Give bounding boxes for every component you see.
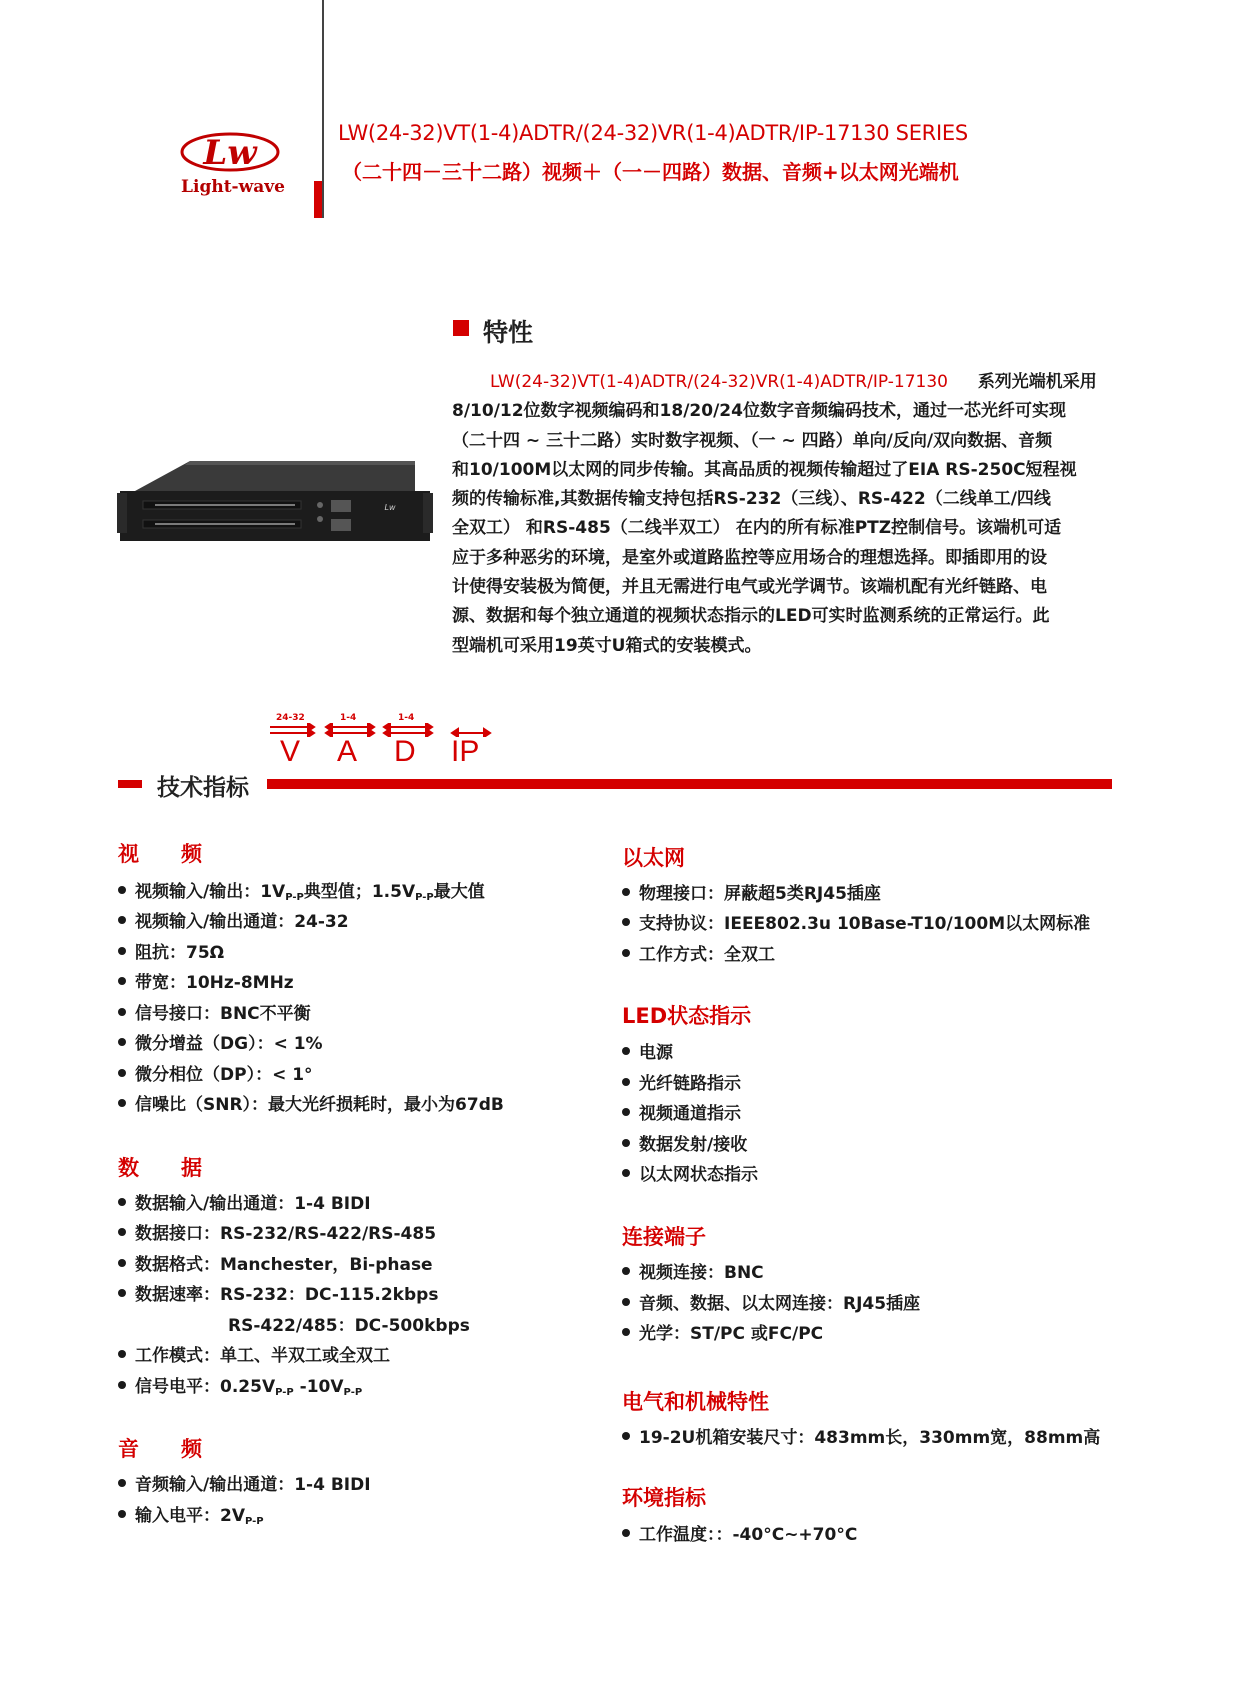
connectors-item-3: 光学：ST/PC 或FC/PC xyxy=(622,1319,823,1344)
features-model: LW(24-32)VT(1-4)ADTR/(24-32)VR(1-4)ADTR/IP-17130 xyxy=(490,372,948,392)
video-item-5: 信号接口：BNC不平衡 xyxy=(118,999,311,1024)
features-line-6: 应于多种恶劣的环境，是室外或道路监控等应用场合的理想选择。即插即用的设 xyxy=(452,547,1047,568)
audio-item-2: 输入电平：$2V_{P-P}$ xyxy=(118,1501,264,1527)
led-item-4: 数据发射/接收 xyxy=(622,1130,747,1155)
features-title: 特性 xyxy=(483,318,534,347)
data-item-3: 数据格式：Manchester，Bi-phase xyxy=(118,1250,433,1275)
video-item-2: 视频输入/输出通道：24-32 xyxy=(118,907,349,932)
series-title-cn: （二十四－三十二路）视频＋（一－四路）数据、音频+以太网光端机 xyxy=(342,160,959,184)
connectors-item-1: 视频连接：BNC xyxy=(622,1258,764,1283)
features-paragraph xyxy=(452,368,1112,661)
led-item-2: 光纤链路指示 xyxy=(622,1069,741,1094)
features-square-bullet xyxy=(453,320,469,336)
led-item-5: 以太网状态指示 xyxy=(622,1160,758,1185)
features-line-1: 8/10/12位数字视频编码和18/20/24位数字音频编码技术，通过一芯光纤可实现 xyxy=(452,401,1066,422)
d-count: 1-4 xyxy=(398,713,415,723)
v-letter: V xyxy=(280,735,301,768)
video-item-6: 微分增益（DG）：< 1% xyxy=(118,1029,323,1054)
logo-subtitle: Light-wave xyxy=(181,177,285,197)
v-count: 24-32 xyxy=(276,713,305,723)
video-item-8: 信噪比（SNR）：最大光纤损耗时，最小为67dB xyxy=(118,1090,504,1115)
a-letter: A xyxy=(337,735,358,768)
mech-item-1: 19-2U机箱安装尺寸：483mm长，330mm宽，88mm高 xyxy=(622,1423,1100,1448)
data-item-1: 数据输入/输出通道：1-4 BIDI xyxy=(118,1189,371,1214)
header-red-tab xyxy=(314,181,322,218)
d-letter: D xyxy=(394,735,416,768)
data-item-4: 数据速率：RS-232：DC-115.2kbps xyxy=(118,1280,438,1305)
header-divider-line xyxy=(322,0,324,218)
data-item-6: 信号电平：$0.25V_{P-P}$ $-10V_{P-P}$ xyxy=(118,1372,362,1398)
logo-letters: Lw xyxy=(203,133,257,173)
video-item-1: 视频输入/输出：$1V_{P-P}$典型值；$1.5V_{P-P}$最大值 xyxy=(118,877,485,903)
bullet xyxy=(118,886,126,894)
video-item-7: 微分相位（DP）：< 1° xyxy=(118,1060,313,1085)
audio-item-1: 音频输入/输出通道：1-4 BIDI xyxy=(118,1470,371,1495)
features-line-3: 和10/100M以太网的同步传输。其高品质的视频传输超过了EIA RS-250C短程视 xyxy=(452,459,1077,480)
features-line-9: 型端机可采用19英寸U箱式的安装模式。 xyxy=(452,635,762,656)
ip-letters: IP xyxy=(451,735,480,768)
led-section-title: LED状态指示 xyxy=(622,1004,752,1028)
tech-specs-title: 技术指标 xyxy=(157,775,249,801)
data-item-2: 数据接口：RS-232/RS-422/RS-485 xyxy=(118,1219,436,1244)
features-line-5: 全双工） 和RS-485（二线半双工） 在内的所有标准PTZ控制信号。该端机可适 xyxy=(452,518,1062,539)
led-item-1: 电源 xyxy=(622,1038,673,1063)
ethernet-item-1: 物理接口：屏蔽超5类RJ45插座 xyxy=(622,879,881,904)
ethernet-section-title: 以太网 xyxy=(622,846,685,870)
video-item-3: 阻抗：75Ω xyxy=(118,938,224,963)
features-line-4: 频的传输标准,其数据传输支持包括RS-232（三线）、RS-422（二线单工/四线 xyxy=(452,489,1051,510)
data-item-5: 工作模式：单工、半双工或全双工 xyxy=(118,1341,390,1366)
series-title-en: LW(24-32)VT(1-4)ADTR/(24-32)VR(1-4)ADTR/IP-17130 SERIES xyxy=(338,121,968,145)
features-line-8: 源、数据和每个独立通道的视频状态指示的LED可实时监测系统的正常运行。此 xyxy=(452,606,1050,627)
svg-text:Lw: Lw xyxy=(384,503,396,512)
mech-section-title: 电气和机械特性 xyxy=(622,1390,769,1414)
data-section-title: 数 据 xyxy=(118,1156,202,1180)
video-item-4: 带宽：10Hz-8MHz xyxy=(118,968,294,993)
ethernet-item-2: 支持协议：IEEE802.3u 10Base-T10/100M以太网标准 xyxy=(622,909,1090,934)
features-line-7: 计使得安装极为简便，并且无需进行电气或光学调节。该端机配有光纤链路、电 xyxy=(452,577,1047,598)
connectors-section-title: 连接端子 xyxy=(622,1225,706,1249)
tech-bar-right xyxy=(267,779,1112,789)
device-product-image xyxy=(115,455,435,545)
led-item-3: 视频通道指示 xyxy=(622,1099,741,1124)
vadip-emblem xyxy=(268,713,498,773)
ethernet-item-3: 工作方式：全双工 xyxy=(622,940,775,965)
env-item-1: 工作温度：：-40°C~+70°C xyxy=(622,1520,857,1545)
tech-bar-left xyxy=(118,780,142,788)
env-section-title: 环境指标 xyxy=(622,1486,706,1510)
data-item-4b: RS-422/485：DC-500kbps xyxy=(228,1316,470,1336)
audio-section-title: 音 频 xyxy=(118,1437,202,1461)
a-count: 1-4 xyxy=(340,713,357,723)
features-line-2: （二十四 ~ 三十二路）实时数字视频、（一 ~ 四路）单向/反向/双向数据、音频 xyxy=(452,430,1053,451)
features-line-0: 系列光端机采用 xyxy=(977,372,1097,392)
video-section-title: 视 频 xyxy=(118,842,202,866)
connectors-item-2: 音频、数据、以太网连接：RJ45插座 xyxy=(622,1289,920,1314)
